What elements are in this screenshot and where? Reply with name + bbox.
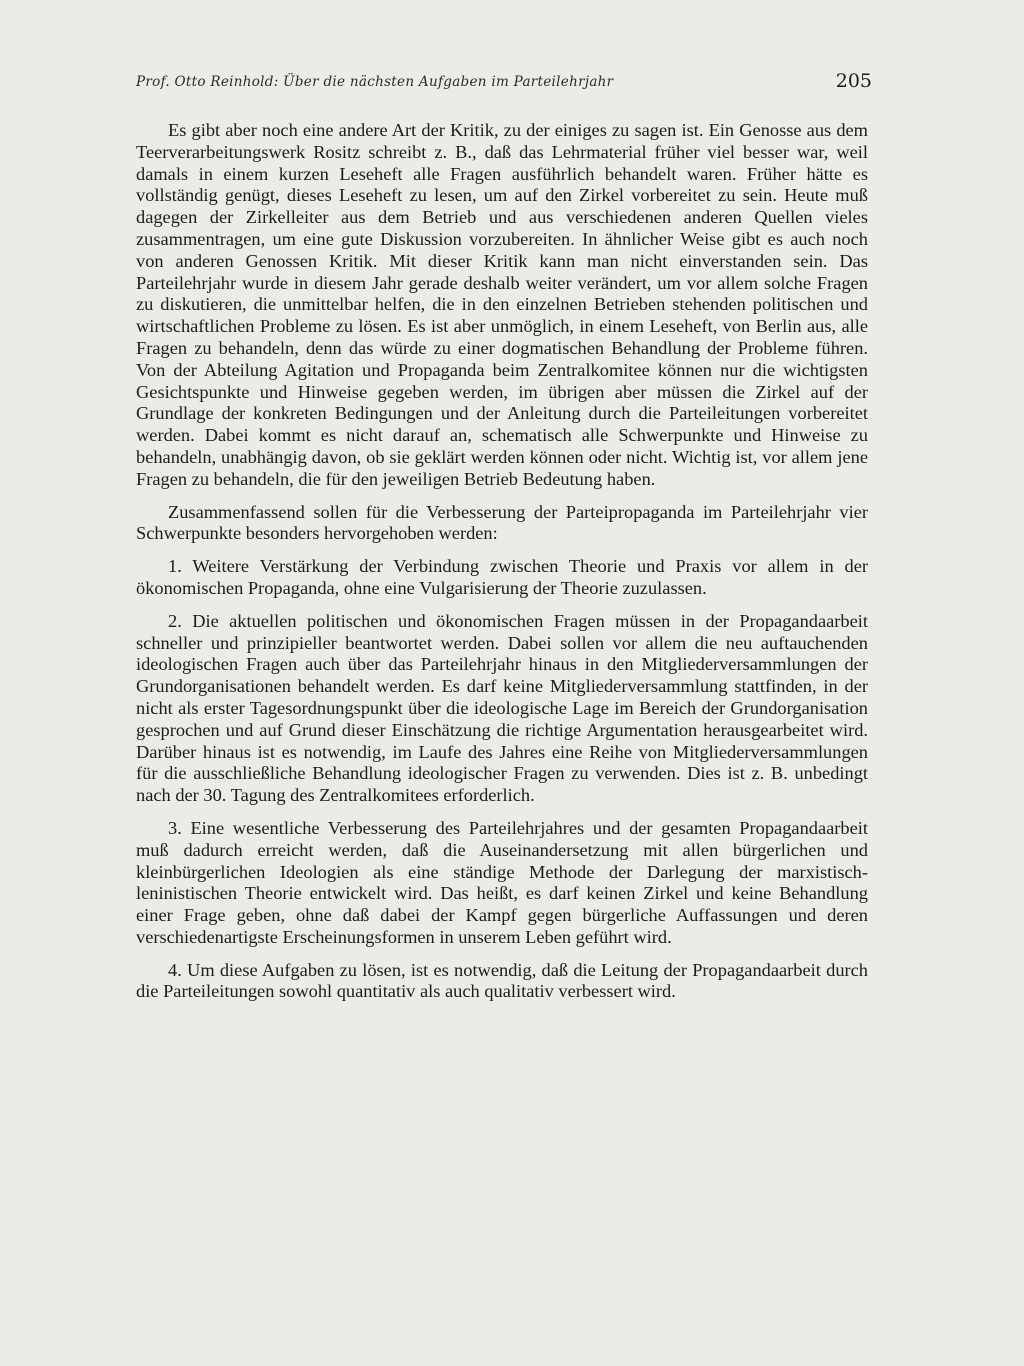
list-item-2: 2. Die aktuellen politischen und ökonomischen Fragen müssen in der Propagandaarbeit schneller und prinzipieller beantwortet werden. Dabei sollen vor allem die neu auftauchenden ideologischen Fragen auch über das Parteilehrjahr hinaus in den Mitgliederversammlungen der Grundorganisationen behandelt werden. Es darf keine Mitgliederversammlung stattfinden, in der nicht als erster Tagesordnungspunkt über die ideologische Lage im Bereich der Grundorganisation gesprochen und auf Grund dieser Einschätzung die richtige Argumentation herausgearbeitet wird. Darüber hinaus ist es notwendig, im Laufe des Jahres eine Reihe von Mitgliederversammlungen für die ausschließliche Behandlung ideologischer Fragen zu verwenden. Dies ist z. B. unbedingt nach der 30. Tagung des Zentralkomitees erforderlich. bbox=[136, 610, 868, 806]
page-number: 205 bbox=[835, 70, 872, 92]
list-item-1: 1. Weitere Verstärkung der Verbindung zwischen Theorie und Praxis vor allem in der ökonomischen Propaganda, ohne eine Vulgarisierung der Theorie zuzulassen. bbox=[136, 556, 868, 598]
running-head: Prof. Otto Reinhold: Über die nächsten Aufgaben im Parteilehrjahr bbox=[136, 74, 614, 90]
paragraph-zusammenfassend: Zusammenfassend sollen für die Verbesserung der Parteipropaganda im Parteilehrjahr vier Schwerpunkte besonders hervorgehoben werden: bbox=[136, 501, 868, 544]
paragraph-kritik: Es gibt aber noch eine andere Art der Kritik, zu der einiges zu sagen ist. Ein Genosse aus dem Teerverarbeitungswerk Rositz schreibt z. B., daß das Lehrmaterial früher viel besser war, weil damals in einem kurzen Leseheft alle Fragen ausführlich behandelt waren. Früher hätte es vollständig genügt, dieses Leseheft zu lesen, um auf den Zirkel vorbereitet zu sein. Heute muß dagegen der Zirkelleiter aus dem Betrieb und aus verschiedenen anderen Quellen vieles zusammentragen, um eine gute Diskussion vorzubereiten. In ähnlicher Weise gibt es auch noch von anderen Genossen Kritik. Mit dieser Kritik kann man nicht einverstanden sein. Das Parteilehrjahr wurde in diesem Jahr gerade deshalb weiter verändert, um vor allem solche Fragen zu diskutieren, die unmittelbar helfen, die in den einzelnen Betrieben stehenden politischen und wirtschaftlichen Probleme zu lösen. Es ist aber unmöglich, in einem Leseheft, von Berlin aus, alle Fragen zu behandeln, denn das würde zu einer dogmatischen Behandlung der Probleme führen. Von der Abteilung Agitation und Propaganda beim Zentralkomitee können nur die wichtigsten Gesichtspunkte und Hinweise gegeben werden, im übrigen aber müssen die Zirkel auf der Grundlage der konkreten Bedingungen und der Anleitung durch die Parteileitungen vorbereitet werden. Dabei kommt es nicht darauf an, schematisch alle Schwerpunkte und Hinweise zu behandeln, unabhängig davon, ob sie geklärt werden können oder nicht. Wichtig ist, vor allem jene Fragen zu behandeln, die für den jeweiligen Betrieb Bedeutung haben. bbox=[136, 120, 868, 489]
list-item-3: 3. Eine wesentliche Verbesserung des Parteilehrjahres und der gesamten Propagandaarbeit muß dadurch erreicht werden, daß die Auseinandersetzung mit allen bürgerlichen und kleinbürgerlichen Ideologien als eine ständige Methode der Darlegung der marxistisch-leninistischen Theorie entwickelt wird. Das heißt, es darf keinen Zirkel und keine Behandlung einer Frage geben, ohne daß dabei der Kampf gegen bürgerliche Auffassungen und deren verschiedenartigste Erscheinungsformen in unserem Leben geführt wird. bbox=[136, 817, 868, 947]
page-header bbox=[136, 70, 872, 100]
list-item-4: 4. Um diese Aufgaben zu lösen, ist es notwendig, daß die Leitung der Propagandaarbeit durch die Parteileitungen sowohl quantitativ als auch qualitativ verbessert wird. bbox=[136, 959, 868, 1002]
body-text bbox=[136, 120, 868, 1003]
